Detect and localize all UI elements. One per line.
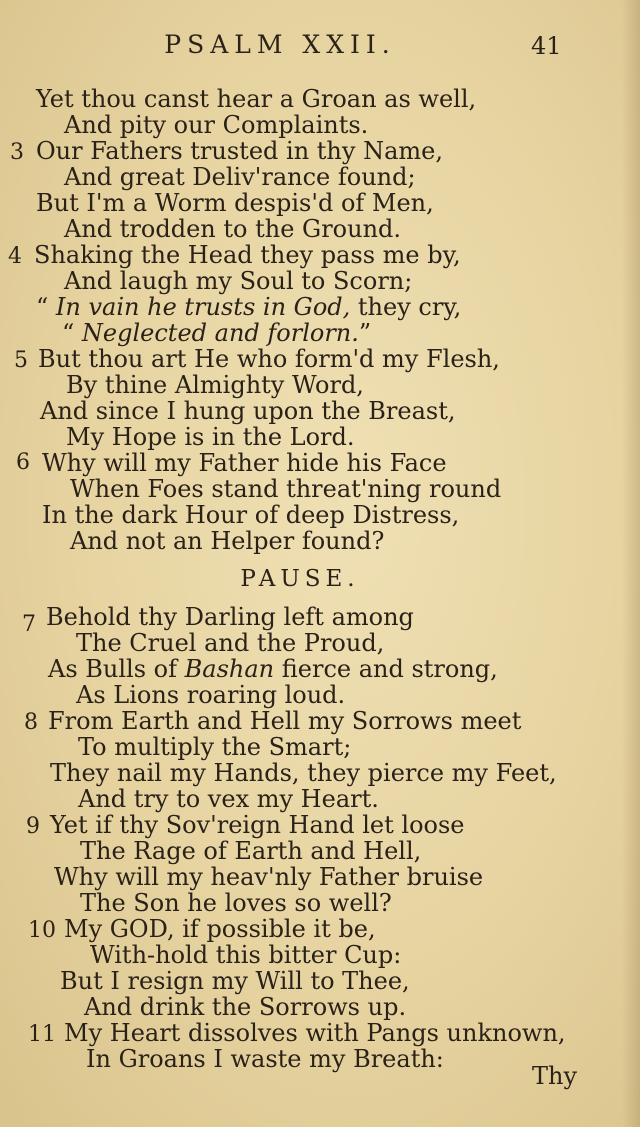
- verse-line: And not an Helper found?: [70, 527, 385, 555]
- verse-line: The Rage of Earth and Hell,: [80, 837, 422, 865]
- verse-line-tail: fierce and strong,: [274, 655, 498, 683]
- verse-line-tail: they cry,: [350, 293, 462, 321]
- verse-line: As Lions roaring loud.: [76, 681, 346, 709]
- open-quote: “: [62, 319, 75, 347]
- verse-number: 5: [14, 348, 28, 373]
- verse-line: And trodden to the Ground.: [64, 215, 402, 243]
- page-edge-shadow: [622, 0, 640, 1127]
- verse-line-quote: [36, 294, 461, 320]
- verse-line-italic-name: [48, 656, 498, 682]
- verse-number: 7: [22, 612, 36, 637]
- verse-number: 10: [28, 918, 56, 943]
- page-number: 41: [531, 32, 562, 60]
- verse-line: To multiply the Smart;: [78, 733, 352, 761]
- verse-line: But thou art He who form'd my Flesh,: [38, 345, 500, 373]
- verse-line: Our Fathers trusted in thy Name,: [36, 137, 443, 165]
- close-quote: ”: [358, 319, 372, 347]
- verse-line: Yet thou canst hear a Groan as well,: [36, 85, 477, 113]
- verse-line: In Groans I waste my Breath:: [86, 1045, 444, 1073]
- verse-line: And since I hung upon the Breast,: [40, 397, 456, 425]
- verse-line: And pity our Complaints.: [64, 111, 369, 139]
- verse-line: But I resign my Will to Thee,: [60, 967, 410, 995]
- verse-line-head: As Bulls of: [48, 655, 185, 683]
- verse-line: They nail my Hands, they pierce my Feet,: [50, 759, 557, 787]
- italic-phrase: In vain he trusts in God,: [55, 293, 351, 321]
- verse-line: Why will my heav'nly Father bruise: [54, 863, 484, 891]
- verse-line: When Foes stand threat'ning round: [70, 475, 502, 503]
- verse-line: Yet if thy Sov'reign Hand let loose: [50, 811, 465, 839]
- verse-line-quote: [62, 320, 371, 346]
- page-title: PSALM XXII.: [164, 30, 396, 59]
- verse-line: And drink the Sorrows up.: [84, 993, 407, 1021]
- verse-line: My GOD, if possible it be,: [64, 915, 376, 943]
- verse-line: The Son he loves so well?: [80, 889, 392, 917]
- verse-line: The Cruel and the Proud,: [76, 629, 385, 657]
- open-quote: “: [36, 293, 49, 321]
- verse-number: 11: [28, 1022, 56, 1047]
- verse-line: But I'm a Worm despis'd of Men,: [36, 189, 434, 217]
- italic-phrase: Neglected and forlorn.: [81, 319, 359, 347]
- verse-number: 3: [10, 140, 24, 165]
- verse-number: 6: [16, 450, 30, 475]
- verse-number: 9: [26, 814, 40, 839]
- verse-line: My Heart dissolves with Pangs unknown,: [64, 1019, 566, 1047]
- verse-line: My Hope is in the Lord.: [66, 423, 355, 451]
- verse-line: With-hold this bitter Cup:: [90, 941, 402, 969]
- pause-heading: PAUSE.: [240, 566, 360, 592]
- verse-line: By thine Almighty Word,: [66, 371, 364, 399]
- verse-line: And laugh my Soul to Scorn;: [64, 267, 413, 295]
- verse-line: From Earth and Hell my Sorrows meet: [48, 707, 522, 735]
- verse-line: Why will my Father hide his Face: [42, 449, 447, 477]
- verse-number: 8: [24, 710, 38, 735]
- italic-name: Bashan: [184, 655, 275, 683]
- verse-line: Behold thy Darling left among: [46, 603, 414, 631]
- catchword: Thy: [532, 1062, 578, 1090]
- verse-line: And try to vex my Heart.: [78, 785, 379, 813]
- verse-number: 4: [8, 244, 22, 269]
- verse-line: In the dark Hour of deep Distress,: [42, 501, 460, 529]
- verse-line: Shaking the Head they pass me by,: [34, 241, 461, 269]
- verse-line: And great Deliv'rance found;: [64, 163, 416, 191]
